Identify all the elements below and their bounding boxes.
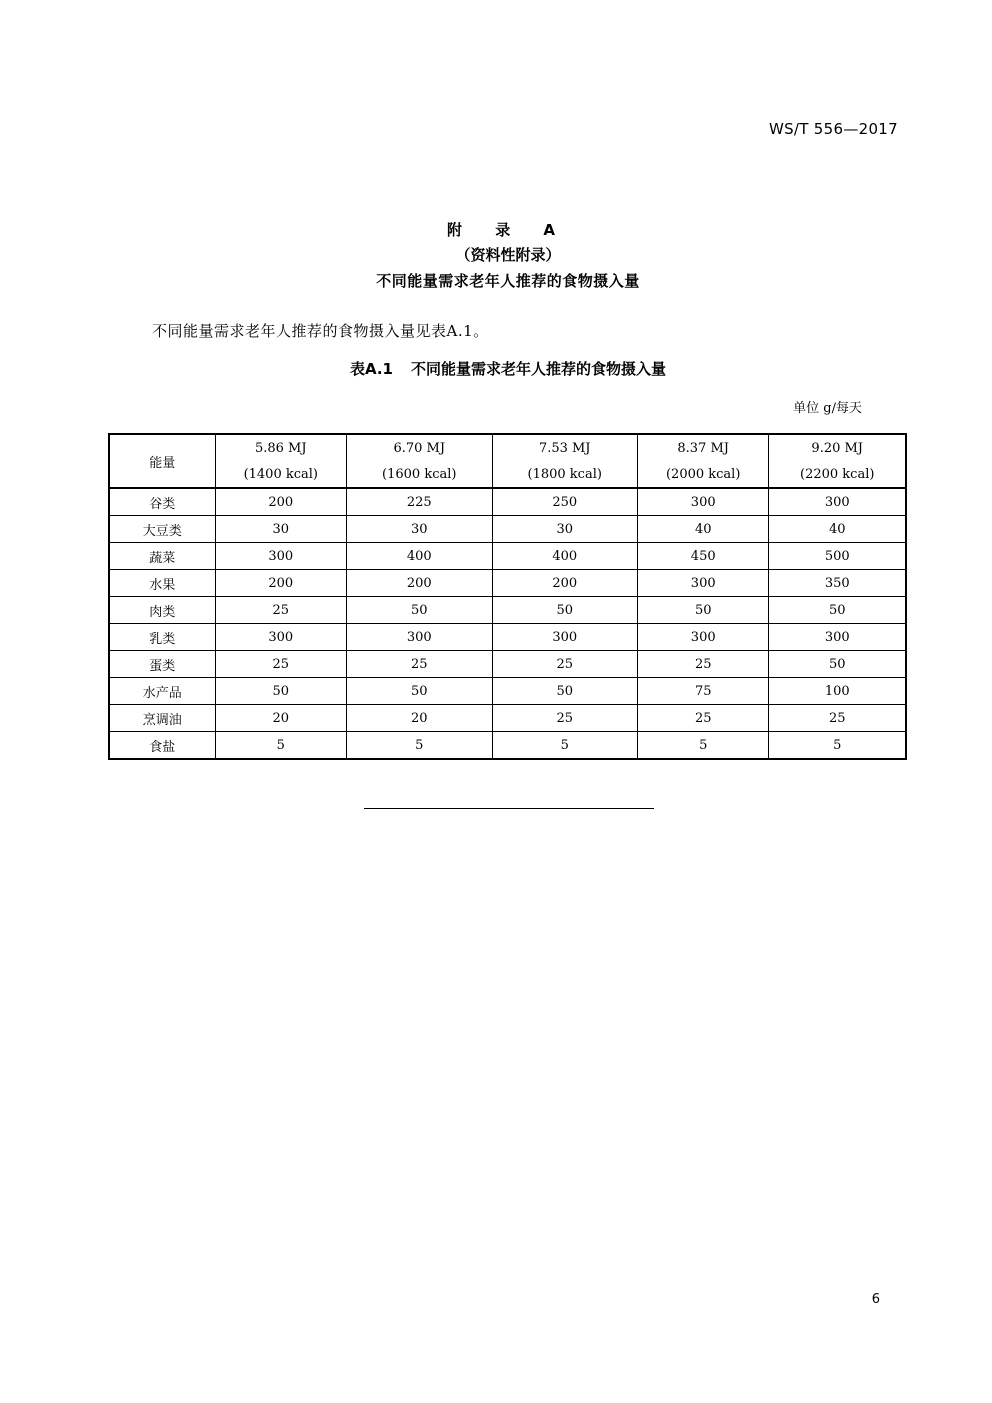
table-cell: 50 [347, 678, 492, 705]
table-cell: 25 [215, 651, 347, 678]
intro-text: 不同能量需求老年人推荐的食物摄入量见表A.1。 [152, 322, 489, 340]
food-name: 蛋类 [109, 651, 215, 678]
table-row [109, 597, 906, 624]
table-row [109, 624, 906, 651]
food-intake-table [108, 433, 907, 760]
table-row [109, 678, 906, 705]
table-cell: 300 [215, 624, 347, 651]
table-cell: 200 [215, 570, 347, 597]
annex-title: 附 录 A [446, 221, 570, 239]
table-cell: 50 [769, 597, 906, 624]
header-kcal: (2200 kcal) [769, 461, 906, 488]
table-cell: 200 [492, 570, 637, 597]
annex-type: （资料性附录） [455, 246, 561, 264]
table-row [109, 488, 906, 516]
table-cell: 300 [637, 570, 769, 597]
table-cell: 50 [347, 597, 492, 624]
table-row [109, 732, 906, 760]
table-cell: 20 [347, 705, 492, 732]
table-cell: 50 [492, 597, 637, 624]
table-cell: 50 [492, 678, 637, 705]
food-name: 水果 [109, 570, 215, 597]
table-cell: 50 [769, 651, 906, 678]
food-name: 烹调油 [109, 705, 215, 732]
table-number: 表A.1 [349, 360, 393, 378]
table-cell: 5 [492, 732, 637, 760]
table-row [109, 570, 906, 597]
table-cell: 200 [215, 488, 347, 516]
table-cell: 30 [215, 516, 347, 543]
header-mj: 7.53 MJ [492, 434, 637, 461]
table-header-row-kcal [109, 461, 906, 488]
table-cell: 300 [215, 543, 347, 570]
table-cell: 5 [637, 732, 769, 760]
food-name: 肉类 [109, 597, 215, 624]
page-number: 6 [871, 1292, 880, 1307]
table-cell: 300 [637, 488, 769, 516]
table-cell: 20 [215, 705, 347, 732]
food-name: 谷类 [109, 488, 215, 516]
table-cell: 300 [769, 624, 906, 651]
food-name: 蔬菜 [109, 543, 215, 570]
header-mj: 5.86 MJ [215, 434, 347, 461]
table-unit: 单位 g/每天 [793, 401, 862, 416]
table-cell: 300 [769, 488, 906, 516]
table-cell: 40 [637, 516, 769, 543]
table-cell: 300 [347, 624, 492, 651]
table-cell: 300 [492, 624, 637, 651]
table-cell: 30 [492, 516, 637, 543]
table-cell: 5 [215, 732, 347, 760]
table-cell: 40 [769, 516, 906, 543]
annex-heading: 不同能量需求老年人推荐的食物摄入量 [376, 272, 640, 290]
table-cell: 25 [637, 705, 769, 732]
header-kcal: (2000 kcal) [637, 461, 769, 488]
table-cell: 350 [769, 570, 906, 597]
table-cell: 25 [637, 651, 769, 678]
header-mj: 6.70 MJ [347, 434, 492, 461]
table-cell: 5 [769, 732, 906, 760]
corner-label: 能量 [109, 434, 215, 488]
table-row [109, 705, 906, 732]
food-name: 水产品 [109, 678, 215, 705]
table-cell: 5 [347, 732, 492, 760]
food-name: 大豆类 [109, 516, 215, 543]
table-cell: 200 [347, 570, 492, 597]
table-cell: 400 [492, 543, 637, 570]
table-cell: 25 [492, 651, 637, 678]
food-name: 食盐 [109, 732, 215, 760]
table-cell: 100 [769, 678, 906, 705]
header-mj: 9.20 MJ [769, 434, 906, 461]
table-caption [0, 358, 992, 379]
table-cell: 300 [637, 624, 769, 651]
table-cell: 25 [215, 597, 347, 624]
table-title: 不同能量需求老年人推荐的食物摄入量 [411, 360, 667, 378]
header-kcal: (1400 kcal) [215, 461, 347, 488]
table-cell: 50 [215, 678, 347, 705]
table-row [109, 516, 906, 543]
table-cell: 25 [492, 705, 637, 732]
table-cell: 400 [347, 543, 492, 570]
table-cell: 50 [637, 597, 769, 624]
table-cell: 500 [769, 543, 906, 570]
header-kcal: (1600 kcal) [347, 461, 492, 488]
table-cell: 75 [637, 678, 769, 705]
table-cell: 25 [347, 651, 492, 678]
table-cell: 225 [347, 488, 492, 516]
standard-code: WS/T 556—2017 [768, 120, 898, 138]
food-name: 乳类 [109, 624, 215, 651]
table-row [109, 543, 906, 570]
table-cell: 25 [769, 705, 906, 732]
header-mj: 8.37 MJ [637, 434, 769, 461]
header-kcal: (1800 kcal) [492, 461, 637, 488]
end-rule [364, 808, 654, 809]
table-header-row-mj [109, 434, 906, 461]
table-cell: 30 [347, 516, 492, 543]
table-row [109, 651, 906, 678]
table-cell: 450 [637, 543, 769, 570]
table-cell: 250 [492, 488, 637, 516]
